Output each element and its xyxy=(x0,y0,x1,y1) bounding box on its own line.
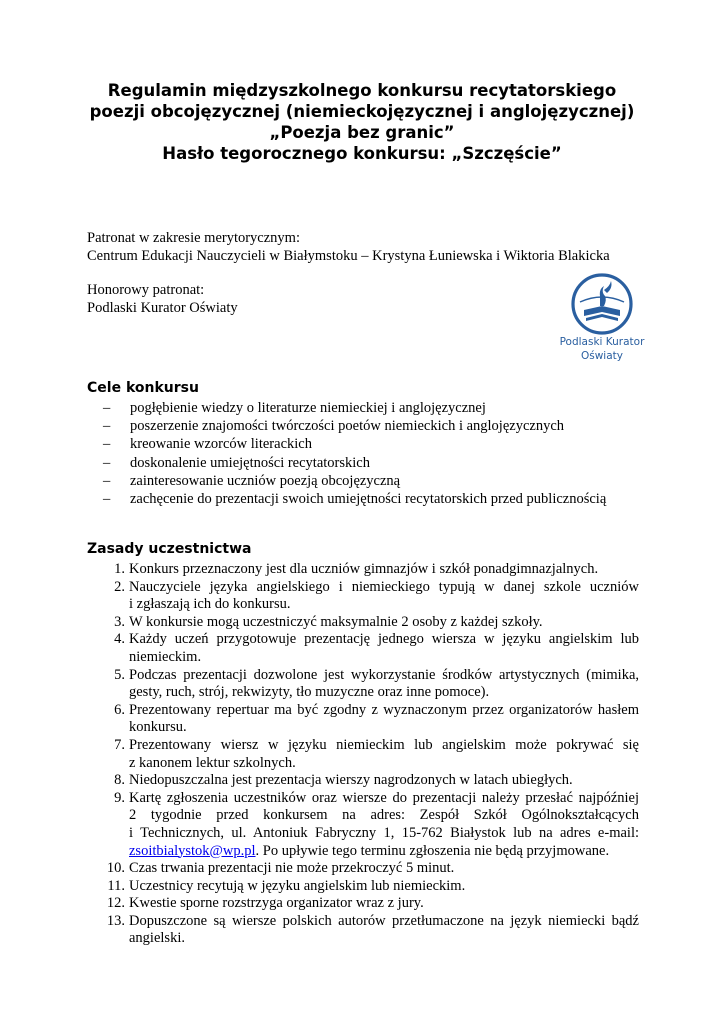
kurator-logo xyxy=(556,272,648,372)
list-item: 13. Dopuszczone są wiersze polskich autorów przetłumaczone na język niemiecki bądź angielski. xyxy=(106,912,639,947)
honorowy-value: Podlaski Kurator Oświaty xyxy=(87,299,238,316)
patronat-value: Centrum Edukacji Nauczycieli w Białymstoku – Krystyna Łuniewska i Wiktoria Blakicka xyxy=(87,247,610,264)
email-link[interactable]: zsoitbialystok@wp.pl xyxy=(129,842,256,859)
list-item: 8. Niedopuszczalna jest prezentacja wierszy nagrodzonych w latach ubiegłych. xyxy=(114,772,573,789)
list-item: – poszerzenie znajomości twórczości poetów niemieckich i anglojęzycznych xyxy=(103,418,565,435)
honorowy-label: Honorowy patronat: xyxy=(87,282,205,298)
list-item: 2. Nauczyciele języka angielskiego i niemieckiego typują w danej szkole uczniów i zgłaszają ich do konkursu. xyxy=(114,578,639,613)
honorowy-patronat-section xyxy=(87,282,507,317)
title-line-4: Hasło tegorocznego konkursu: „Szczęście” xyxy=(162,144,562,163)
list-item: – doskonalenie umiejętności recytatorskich xyxy=(103,454,370,471)
logo-text-line-1: Podlaski Kurator xyxy=(559,336,645,348)
title-line-1: Regulamin międzyszkolnego konkursu recytatorskiego xyxy=(107,81,617,100)
list-item: 9. Kartę zgłoszenia uczestników oraz wiersze do prezentacji należy przesłać najpóźniej 2 tygodnie przed konkursem na adres: Zespół Szkół Ogólnokształcących i Technicznych, ul. Antoniuk Fabryczny 1, 15-762 Białystok lub na adres e-mail: zsoitbialystok@wp.pl. Po upływie tego terminu zgłoszenia nie będą przyjmowane. xyxy=(114,789,639,859)
patronat-section xyxy=(87,230,647,265)
zasady-heading: Zasady uczestnictwa xyxy=(87,541,252,557)
list-item: – zainteresowanie uczniów poezją obcojęzyczną xyxy=(103,472,401,489)
list-item: 4. Każdy uczeń przygotowuje prezentację jednego wiersza w języku angielskim lub niemieckim. xyxy=(114,631,639,665)
kurator-emblem-icon xyxy=(570,272,634,336)
list-item: – pogłębienie wiedzy o literaturze niemieckiej i anglojęzycznej xyxy=(103,400,486,416)
cele-list xyxy=(87,400,647,509)
list-item: 6. Prezentowany repertuar ma być zgodny z wyznaczonym przez organizatorów hasłem konkursu. xyxy=(114,701,639,736)
list-item: 12. Kwestie sporne rozstrzyga organizator wraz z jury. xyxy=(106,895,424,912)
cele-heading: Cele konkursu xyxy=(87,380,199,396)
document-title xyxy=(60,80,664,164)
list-item: – kreowanie wzorców literackich xyxy=(103,436,312,453)
list-item: 1. Konkurs przeznaczony jest dla uczniów gimnazjów i szkół ponadgimnazjalnych. xyxy=(114,561,599,577)
list-item: 10. Czas trwania prezentacji nie może przekroczyć 5 minut. xyxy=(106,860,455,877)
list-item: 5. Podczas prezentacji dozwolone jest wykorzystanie środków artystycznych (mimika, gesty, ruch, strój, rekwizyty, tło muzyczne oraz inne pomoce). xyxy=(114,666,639,701)
list-item: 11. Uczestnicy recytują w języku angielskim lub niemieckim. xyxy=(107,877,466,894)
list-item: – zachęcenie do prezentacji swoich umiejętności recytatorskich przed publicznością xyxy=(103,490,607,507)
title-line-2: poezji obcojęzycznej (niemieckojęzycznej i anglojęzycznej) xyxy=(89,102,635,121)
patronat-label: Patronat w zakresie merytorycznym: xyxy=(87,230,300,246)
logo-text-line-2: Oświaty xyxy=(580,350,623,362)
list-item: 3. W konkursie mogą uczestniczyć maksymalnie 2 osoby z każdej szkoły. xyxy=(114,613,543,630)
zasady-list xyxy=(87,561,639,948)
list-item: 7. Prezentowany wiersz w języku niemieckim lub angielskim może pokrywać się z kanonem lektur szkolnych. xyxy=(114,736,639,771)
title-line-3: „Poezja bez granic” xyxy=(269,123,455,142)
